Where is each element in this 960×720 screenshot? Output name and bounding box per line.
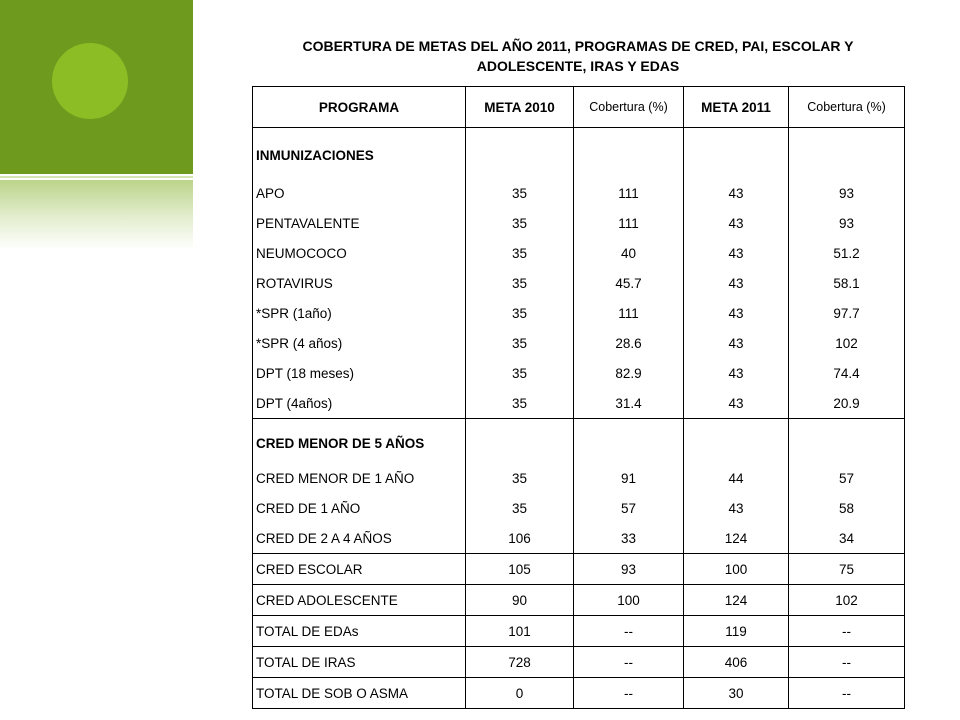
cell-cobertura-2010: 82.9: [574, 358, 684, 388]
cell-cobertura-2011: 58.1: [789, 268, 905, 298]
cell-meta-2011: 43: [684, 298, 789, 328]
cell-cobertura-2010: 111: [574, 208, 684, 238]
cell-program: TOTAL DE IRAS: [253, 647, 466, 678]
cell-meta-2010: 35: [466, 178, 574, 208]
empty-cell: [574, 419, 684, 464]
cell-program: TOTAL DE SOB O ASMA: [253, 678, 466, 709]
empty-cell: [574, 128, 684, 179]
cell-cobertura-2011: --: [789, 678, 905, 709]
cell-cobertura-2010: 111: [574, 178, 684, 208]
cell-cobertura-2010: --: [574, 616, 684, 647]
header-cobertura-2011: Cobertura (%): [789, 87, 905, 128]
section-header-row: [253, 128, 905, 179]
cell-meta-2010: 35: [466, 238, 574, 268]
cell-cobertura-2011: --: [789, 647, 905, 678]
cell-meta-2010: 101: [466, 616, 574, 647]
table-row: [253, 554, 905, 585]
cell-program: CRED DE 1 AÑO: [253, 493, 466, 523]
header-row: [253, 87, 905, 128]
cell-cobertura-2011: 102: [789, 328, 905, 358]
cell-cobertura-2010: 33: [574, 523, 684, 554]
cell-meta-2011: 30: [684, 678, 789, 709]
empty-cell: [466, 419, 574, 464]
cell-program: PENTAVALENTE: [253, 208, 466, 238]
cell-cobertura-2011: 57: [789, 463, 905, 493]
cell-program: *SPR (4 años): [253, 328, 466, 358]
table-row: [253, 238, 905, 268]
empty-cell: [466, 128, 574, 179]
cell-program: CRED ESCOLAR: [253, 554, 466, 585]
cell-cobertura-2011: --: [789, 616, 905, 647]
cell-meta-2010: 35: [466, 388, 574, 419]
header-programa: PROGRAMA: [253, 87, 466, 128]
cell-meta-2011: 43: [684, 358, 789, 388]
cell-cobertura-2010: 28.6: [574, 328, 684, 358]
cell-program: CRED MENOR DE 1 AÑO: [253, 463, 466, 493]
cell-cobertura-2010: 93: [574, 554, 684, 585]
cell-meta-2010: 90: [466, 585, 574, 616]
table-row: [253, 678, 905, 709]
header-cobertura-2010: Cobertura (%): [574, 87, 684, 128]
table-row: [253, 647, 905, 678]
cell-meta-2010: 35: [466, 463, 574, 493]
section-title: INMUNIZACIONES: [253, 128, 466, 179]
table-row: [253, 616, 905, 647]
cell-meta-2010: 106: [466, 523, 574, 554]
cell-meta-2011: 43: [684, 178, 789, 208]
table-row: [253, 493, 905, 523]
cell-cobertura-2011: 34: [789, 523, 905, 554]
cell-cobertura-2011: 20.9: [789, 388, 905, 419]
cell-meta-2011: 43: [684, 208, 789, 238]
cell-meta-2010: 35: [466, 328, 574, 358]
cell-meta-2010: 105: [466, 554, 574, 585]
header-meta-2010: META 2010: [466, 87, 574, 128]
cell-cobertura-2010: 57: [574, 493, 684, 523]
cell-cobertura-2011: 75: [789, 554, 905, 585]
header-meta-2011: META 2011: [684, 87, 789, 128]
cell-program: ROTAVIRUS: [253, 268, 466, 298]
cell-meta-2010: 728: [466, 647, 574, 678]
cell-meta-2011: 100: [684, 554, 789, 585]
cell-program: CRED ADOLESCENTE: [253, 585, 466, 616]
section-header-row: [253, 419, 905, 464]
table-row: [253, 388, 905, 419]
cell-cobertura-2010: 31.4: [574, 388, 684, 419]
cell-program: DPT (4años): [253, 388, 466, 419]
cell-cobertura-2011: 51.2: [789, 238, 905, 268]
cell-meta-2010: 35: [466, 268, 574, 298]
empty-cell: [789, 128, 905, 179]
table-row: [253, 463, 905, 493]
cell-cobertura-2010: --: [574, 678, 684, 709]
table-row: [253, 523, 905, 554]
table-row: [253, 268, 905, 298]
cell-cobertura-2010: 40: [574, 238, 684, 268]
cell-program: DPT (18 meses): [253, 358, 466, 388]
cell-program: NEUMOCOCO: [253, 238, 466, 268]
table-row: [253, 358, 905, 388]
cell-cobertura-2010: 45.7: [574, 268, 684, 298]
cell-cobertura-2010: 91: [574, 463, 684, 493]
cell-meta-2011: 124: [684, 523, 789, 554]
cell-meta-2010: 35: [466, 358, 574, 388]
table-body: [253, 128, 905, 709]
cell-program: *SPR (1año): [253, 298, 466, 328]
cell-cobertura-2011: 58: [789, 493, 905, 523]
cell-program: TOTAL DE EDAs: [253, 616, 466, 647]
cell-meta-2010: 35: [466, 298, 574, 328]
cell-program: CRED DE 2 A 4 AÑOS: [253, 523, 466, 554]
cell-meta-2011: 406: [684, 647, 789, 678]
cell-meta-2011: 44: [684, 463, 789, 493]
cell-cobertura-2011: 102: [789, 585, 905, 616]
cell-meta-2011: 124: [684, 585, 789, 616]
decorative-divider: [0, 176, 193, 178]
cell-meta-2011: 43: [684, 328, 789, 358]
cell-meta-2011: 43: [684, 268, 789, 298]
cell-meta-2011: 119: [684, 616, 789, 647]
table-title: COBERTURA DE METAS DEL AÑO 2011, PROGRAMAS DE CRED, PAI, ESCOLAR Y ADOLESCENTE, IRAS Y EDAS: [302, 38, 854, 74]
cell-program: APO: [253, 178, 466, 208]
cell-cobertura-2011: 97.7: [789, 298, 905, 328]
table-row: [253, 298, 905, 328]
cell-cobertura-2011: 93: [789, 178, 905, 208]
empty-cell: [684, 128, 789, 179]
cell-meta-2010: 35: [466, 493, 574, 523]
cell-cobertura-2011: 74.4: [789, 358, 905, 388]
cell-cobertura-2011: 93: [789, 208, 905, 238]
table-row: [253, 178, 905, 208]
table-row: [253, 208, 905, 238]
coverage-table: [252, 86, 905, 709]
cell-meta-2011: 43: [684, 493, 789, 523]
decorative-circle: [52, 43, 128, 119]
cell-cobertura-2010: 111: [574, 298, 684, 328]
decorative-gradient-band: [0, 180, 193, 250]
cell-meta-2010: 0: [466, 678, 574, 709]
table-row: [253, 585, 905, 616]
cell-cobertura-2010: --: [574, 647, 684, 678]
cell-cobertura-2010: 100: [574, 585, 684, 616]
cell-meta-2011: 43: [684, 388, 789, 419]
empty-cell: [684, 419, 789, 464]
cell-meta-2011: 43: [684, 238, 789, 268]
section-title: CRED MENOR DE 5 AÑOS: [253, 419, 466, 464]
cell-meta-2010: 35: [466, 208, 574, 238]
empty-cell: [789, 419, 905, 464]
table-row: [253, 328, 905, 358]
